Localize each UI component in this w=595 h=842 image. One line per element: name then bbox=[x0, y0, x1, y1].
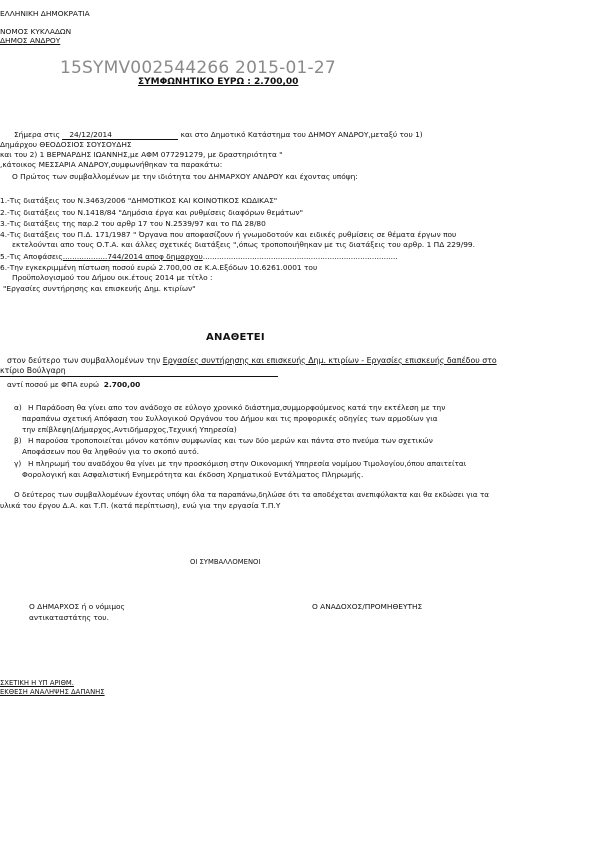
intro-considering-line: Ο Πρώτος των συμβαλλομένων με την ιδιότητα του ΔΗΜΑΡΧΟΥ ΑΝΔΡΟΥ και έχοντας υπόψη: bbox=[12, 172, 358, 181]
assign-amount-prefix: αντί ποσού με ΦΠΑ ευρώ bbox=[7, 380, 100, 389]
closing-line-1: Ο δεύτερος των συμβαλλομένων έχοντας υπόψη όλα τα παραπάνω,δηλώσε ότι τα αποδέχεται ανεπιφύλακτα και θα εκδώσει για τα bbox=[14, 490, 490, 499]
intro-date-prefix: Σήμερα στις bbox=[14, 130, 60, 139]
term-b-label: β) bbox=[14, 436, 22, 445]
term-a-line-1: Η Παράδοση θα γίνει απο τον ανάδοχο σε εύλογο χρονικό διάστημα,συμμορφούμενος κατά την εκτέλεση με την bbox=[28, 403, 446, 412]
provision-1: 1.-Τις διατάξεις του Ν.3463/2006 "ΔΗΜΟΤΙΚΟΣ ΚΑΙ ΚΟΙΝΟΤΙΚΟΣ ΚΩΔΙΚΑΣ" bbox=[0, 196, 278, 205]
intro-mayor-line: Δημάρχου ΘΕΟΔΟΣΙΟΣ ΣΟΥΣΟΥΔΗΣ bbox=[0, 140, 132, 149]
term-b-line-2: Αποφάσεων που θα ληφθούν για το σκοπό αυτό. bbox=[22, 447, 199, 456]
decision-prefix: 5.-Τις Αποφάσεις bbox=[0, 252, 63, 261]
footer-related: ΣΧΕΤΙΚΗ Η ΥΠ ΑΡΙΘΜ. bbox=[0, 679, 74, 687]
signatories-heading: ΟΙ ΣΥΜΒΑΛΛΟΜΕΝΟΙ bbox=[190, 558, 261, 566]
term-c-line-1: Η πληρωμή του αναδόχου θα γίνει με την προσκόμιση στην Οικονομική Υπηρεσία νομίμου Τιμολογίου,όπου απαιτείται bbox=[28, 459, 467, 468]
footer-report: ΕΚΘΕΣΗ ΑΝΑΛΗΨΗΣ ΔΑΠΑΝΗΣ bbox=[0, 688, 105, 696]
document-watermark: 15SYMV002544266 2015-01-27 bbox=[60, 58, 336, 78]
closing-line-2: υλικά του έργου Δ.Α. και Τ.Π. (κατά περίπτωση), ενώ για την εργασία Τ.Π.Υ bbox=[0, 501, 281, 510]
provision-2: 2.-Τις διατάξεις του Ν.1418/84 "Δημόσια έργα και ρυθμίσεις διαφόρων θεμάτων" bbox=[0, 208, 304, 217]
signature-mayor: Ο ΔΗΜΑΡΧΟΣ ή ο νόμιμος bbox=[29, 602, 125, 611]
budget-title: "Εργασίες συντήρησης και επισκευής Δημ. κτιρίων" bbox=[3, 284, 196, 293]
term-a-line-2: παραπάνω σχετική Απόφαση του Συλλογικού Οργάνου του Δήμου και τις προφορικές οδηγίες των αρμοδίων για bbox=[22, 414, 438, 423]
term-b-line-1: Η παρούσα τροποποιείται μόνον κατόπιν συμφωνίας και των δύο μερών και πάντα στο πνεύμα των σχετικών bbox=[28, 436, 433, 445]
assign-amount-line bbox=[7, 380, 140, 389]
intro-date-line bbox=[14, 130, 423, 140]
term-c-label: γ) bbox=[14, 459, 22, 468]
header-municipality: ΔΗΜΟΣ ΑΝΔΡΟΥ bbox=[0, 36, 61, 45]
provision-5-decision bbox=[0, 252, 398, 261]
signature-contractor: Ο ΑΝΑΔΟΧΟΣ/ΠΡΟΜΗΘΕΥΤΗΣ bbox=[312, 602, 423, 611]
provision-4: 4.-Τις διατάξεις του Π.Δ. 171/1987 " Όργανα που αποφασίζουν ή γνωμοδοτούν και ειδικές ρυθμίσεις σε θέματα έργων που bbox=[0, 230, 457, 239]
intro-date: 24/12/2014 bbox=[69, 130, 112, 139]
intro-date-field bbox=[62, 130, 178, 140]
assign-amount: 2.700,00 bbox=[103, 380, 141, 389]
header-prefecture: ΝΟΜΟΣ ΚΥΚΛΑΔΩΝ bbox=[0, 27, 72, 36]
intro-contractor-line: και του 2) 1 ΒΕΡΝΑΡΔΗΣ ΙΩΑΝΝΗΣ,με ΑΦΜ 077291279, με δραστηριότητα " bbox=[0, 150, 283, 159]
document-title: ΣΥΜΦΩΝΗΤΙΚΟ ΕΥΡΩ : 2.700,00 bbox=[138, 77, 299, 87]
assign-object-continued: κτίριο Βούλγαρη bbox=[0, 366, 66, 375]
assign-line bbox=[7, 356, 497, 365]
decision-dots: ................... bbox=[62, 252, 108, 261]
decision-trail: ................................................................................... bbox=[202, 252, 398, 261]
term-c-line-2: Φορολογική και Ασφαλιστική Ενημερότητα και έκδοση Χρηματικού Εντάλματος Πληρωμής. bbox=[22, 470, 364, 479]
assign-prefix: στον δεύτερο των συμβαλλομένων την bbox=[7, 356, 161, 365]
intro-date-suffix: και στο Δημοτικό Κατάστημα του ΔΗΜΟΥ ΑΝΔΡΟΥ,μεταξύ του 1) bbox=[180, 130, 423, 139]
provision-4-continued: εκτελούνται απο τους Ο.Τ.Α. και άλλες σχετικές διατάξεις ",όπως τροποποιήθηκαν με τις διατάξεις του αρθρ. 1 ΠΔ 229/99. bbox=[12, 240, 475, 249]
assign-underline bbox=[0, 376, 278, 377]
assigns-heading: ΑΝΑΘΕΤΕΙ bbox=[206, 332, 265, 343]
header-country: ΕΛΛΗΝΙΚΗ ΔΗΜΟΚΡΑΤΙΑ bbox=[0, 9, 90, 18]
decision-text: 744/2014 αποφ δημαρχου bbox=[107, 252, 203, 261]
provision-6-budget: 6.-Την εγκεκριμμένη πίστωση ποσού ευρώ 2.700,00 σε Κ.Α.Εξόδων 10.6261.0001 του bbox=[0, 263, 318, 272]
assign-object: Εργασίες συντήρησης και επισκευής Δημ. κτιρίων - Εργασίες επισκευής δαπέδου στο bbox=[162, 356, 497, 365]
intro-residence-line: ,κάτοικος ΜΕΣΣΑΡΙΑ ΑΝΔΡΟΥ,συμφωνήθηκαν τα παρακάτω: bbox=[0, 160, 223, 169]
term-a-label: α) bbox=[14, 403, 22, 412]
term-a-line-3: την επίβλεψη(Δήμαρχος,Αντιδήμαρχος,Τεχνική Υπηρεσία) bbox=[22, 425, 237, 434]
provision-3: 3.-Τις διατάξεις της παρ.2 του αρθρ 17 του Ν.2539/97 και το ΠΔ 28/80 bbox=[0, 219, 266, 228]
signature-mayor-substitute: αντικαταστάτης του. bbox=[29, 613, 109, 622]
provision-6-budget-continued: Προϋπολογισμού του Δήμου οικ.έτους 2014 με τίτλο : bbox=[12, 273, 213, 282]
